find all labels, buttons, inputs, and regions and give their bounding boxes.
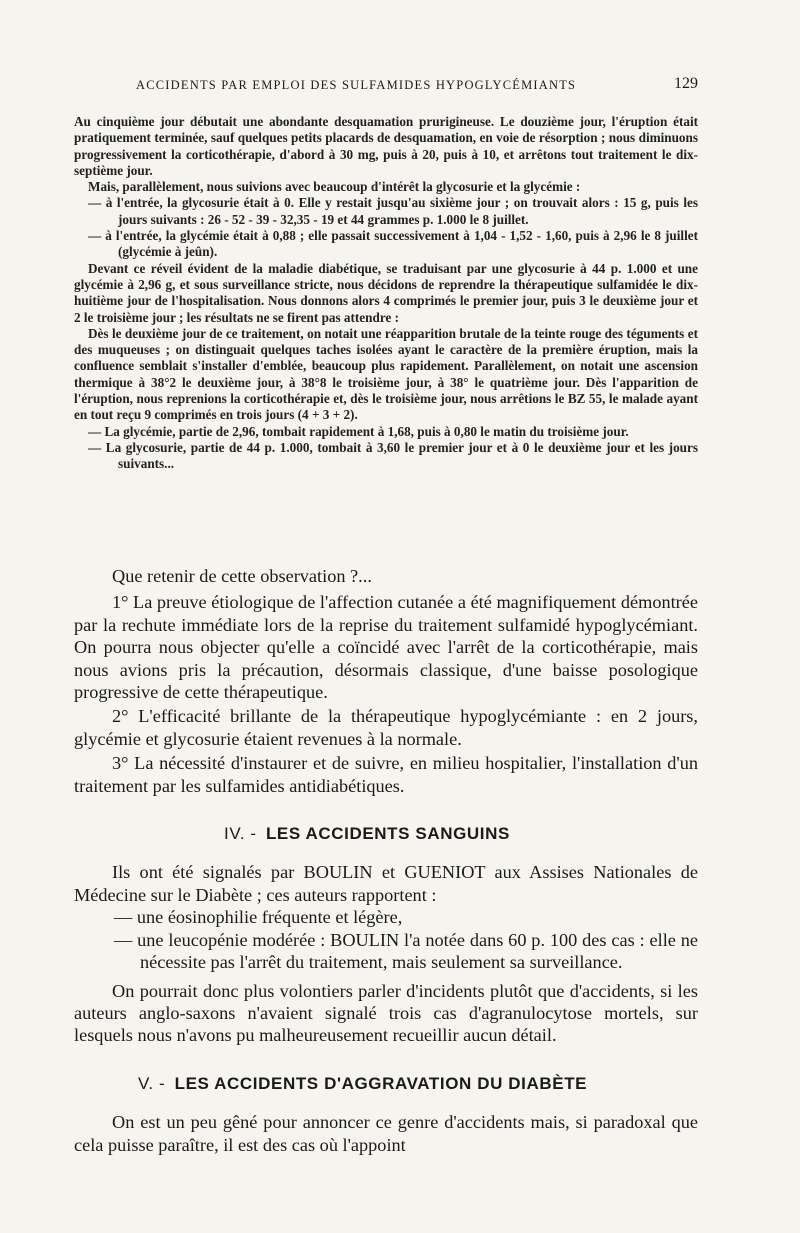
section-4-paragraph: On pourrait donc plus volontiers parler d'incidents plutôt que d'accidents, si les auteurs anglo-saxons n'avaient signalé trois cas d'agranulocytose mortels, sur lesquels nous n'avons pu malheureusement recueillir aucun détail.: [74, 980, 698, 1046]
section-4-title: LES ACCIDENTS SANGUINS: [265, 824, 510, 844]
obs-dash-glycemie-fall: — La glycémie, partie de 2,96, tombait rapidement à 1,68, puis à 0,80 le matin du troisième jour.: [88, 423, 629, 439]
obs-paragraph-2: Mais, parallèlement, nous suivions avec beaucoup d'intérêt la glycosurie et la glycémie :: [88, 179, 581, 195]
section-5-heading: [74, 1073, 698, 1095]
section-4-item-eosinophilie: — une éosinophilie fréquente et légère,: [114, 907, 403, 928]
section-4-heading: [74, 823, 698, 845]
conclusion-point-2: 2° L'efficacité brillante de la thérapeutique hypoglycémiante : en 2 jours, glycémie et glycosurie étaient revenues à la normale.: [74, 706, 698, 749]
observation-block: [74, 114, 698, 473]
obs-paragraph-3: Devant ce réveil évident de la maladie diabétique, se traduisant par une glycosurie à 44 p. 1.000 et une glycémie à 2,96 g, et sous surveillance stricte, nous décidons de reprendre la thérapeutique sulfamidée le dix-huitième jour de l'hospitalisation. Nous donnons alors 4 comprimés le premier jour, puis 3 le deuxième jour et 2 le troisième jour ; les résultats ne se firent pas attendre :: [74, 260, 698, 325]
conclusion-question: Que retenir de cette observation ?...: [112, 566, 372, 586]
conclusion-point-3: 3° La nécessité d'instaurer et de suivre, en milieu hospitalier, l'installation d'un traitement par les sulfamides antidiabétiques.: [74, 753, 698, 796]
obs-dash-glycemie: — à l'entrée, la glycémie était à 0,88 ; elle passait successivement à 1,04 - 1,52 - 1,60, puis à 2,96 le 8 juillet (glycémie à jeûn).: [88, 228, 698, 260]
section-5-number: V. -: [138, 1073, 166, 1093]
section-4-number: IV. -: [224, 824, 257, 844]
section-4-intro: Ils ont été signalés par BOULIN et GUENIOT aux Assises Nationales de Médecine sur le Diabète ; ces auteurs rapportent :: [74, 862, 698, 905]
main-text: [74, 565, 698, 1156]
obs-dash-glycosurie-fall: — La glycosurie, partie de 44 p. 1.000, tombait à 3,60 le premier jour et à 0 le deuxième jour et les jours suivants...: [88, 439, 698, 472]
obs-paragraph-4: Dès le deuxième jour de ce traitement, on notait une réapparition brutale de la teinte rouge des téguments et des muqueuses ; on distinguait quelques taches isolées ayant le caractère de la première éruption, mais la confluence semblait s'installer d'emblée, beaucoup plus rapidement. Parallèlement, on notait une ascension thermique à 38°2 le deuxième jour, à 38°8 le troisième jour, à 38° le quatrième jour. Dès l'apparition de l'éruption, nous reprenions la corticothérapie et, dès le troisième jour, nous arrêtions le BZ 55, le malade ayant en tout reçu 9 comprimés en trois jours (4 + 3 + 2).: [74, 325, 698, 423]
obs-dash-glycosurie: — à l'entrée, la glycosurie était à 0. Elle y restait jusqu'au sixième jour ; on trouvait alors : 15 g, puis les jours suivants : 26 - 52 - 39 - 32,35 - 19 et 44 grammes p. 1.000 le 8 juillet.: [88, 195, 698, 227]
section-5-paragraph: On est un peu gêné pour annoncer ce genre d'accidents mais, si paradoxal que cela puisse paraître, il est des cas où l'appoint: [74, 1112, 698, 1155]
section-5-title: LES ACCIDENTS D'AGGRAVATION DU DIABÈTE: [174, 1073, 588, 1093]
page-number: 129: [674, 75, 698, 92]
conclusion-point-1: 1° La preuve étiologique de l'affection cutanée a été magnifiquement démontrée par la rechute immédiate lors de la reprise du traitement sulfamidé hypoglycémiant. On pourra nous objecter qu'elle a coïncidé avec l'arrêt de la corticothérapie, mais nous avions pris la précaution, désormais classique, d'une baisse posologique progressive de cette thérapeutique.: [74, 592, 698, 703]
obs-paragraph-1: Au cinquième jour débutait une abondante desquamation prurigineuse. Le douzième jour, l'éruption était pratiquement terminée, sauf quelques petits placards de desquamation, en voie de résorption ; nous diminuons progressivement la corticothérapie, d'abord à 30 mg, puis à 20, puis à 10, et arrêtons tout traitement le dix-septième jour.: [74, 114, 698, 178]
section-4-item-leucopenie: — une leucopénie modérée : BOULIN l'a notée dans 60 p. 100 des cas : elle ne nécessite pas l'arrêt du traitement, mais seulement sa surveillance.: [114, 929, 698, 973]
header-title: ACCIDENTS PAR EMPLOI DES SULFAMIDES HYPOGLYCÉMIANTS: [136, 78, 577, 92]
